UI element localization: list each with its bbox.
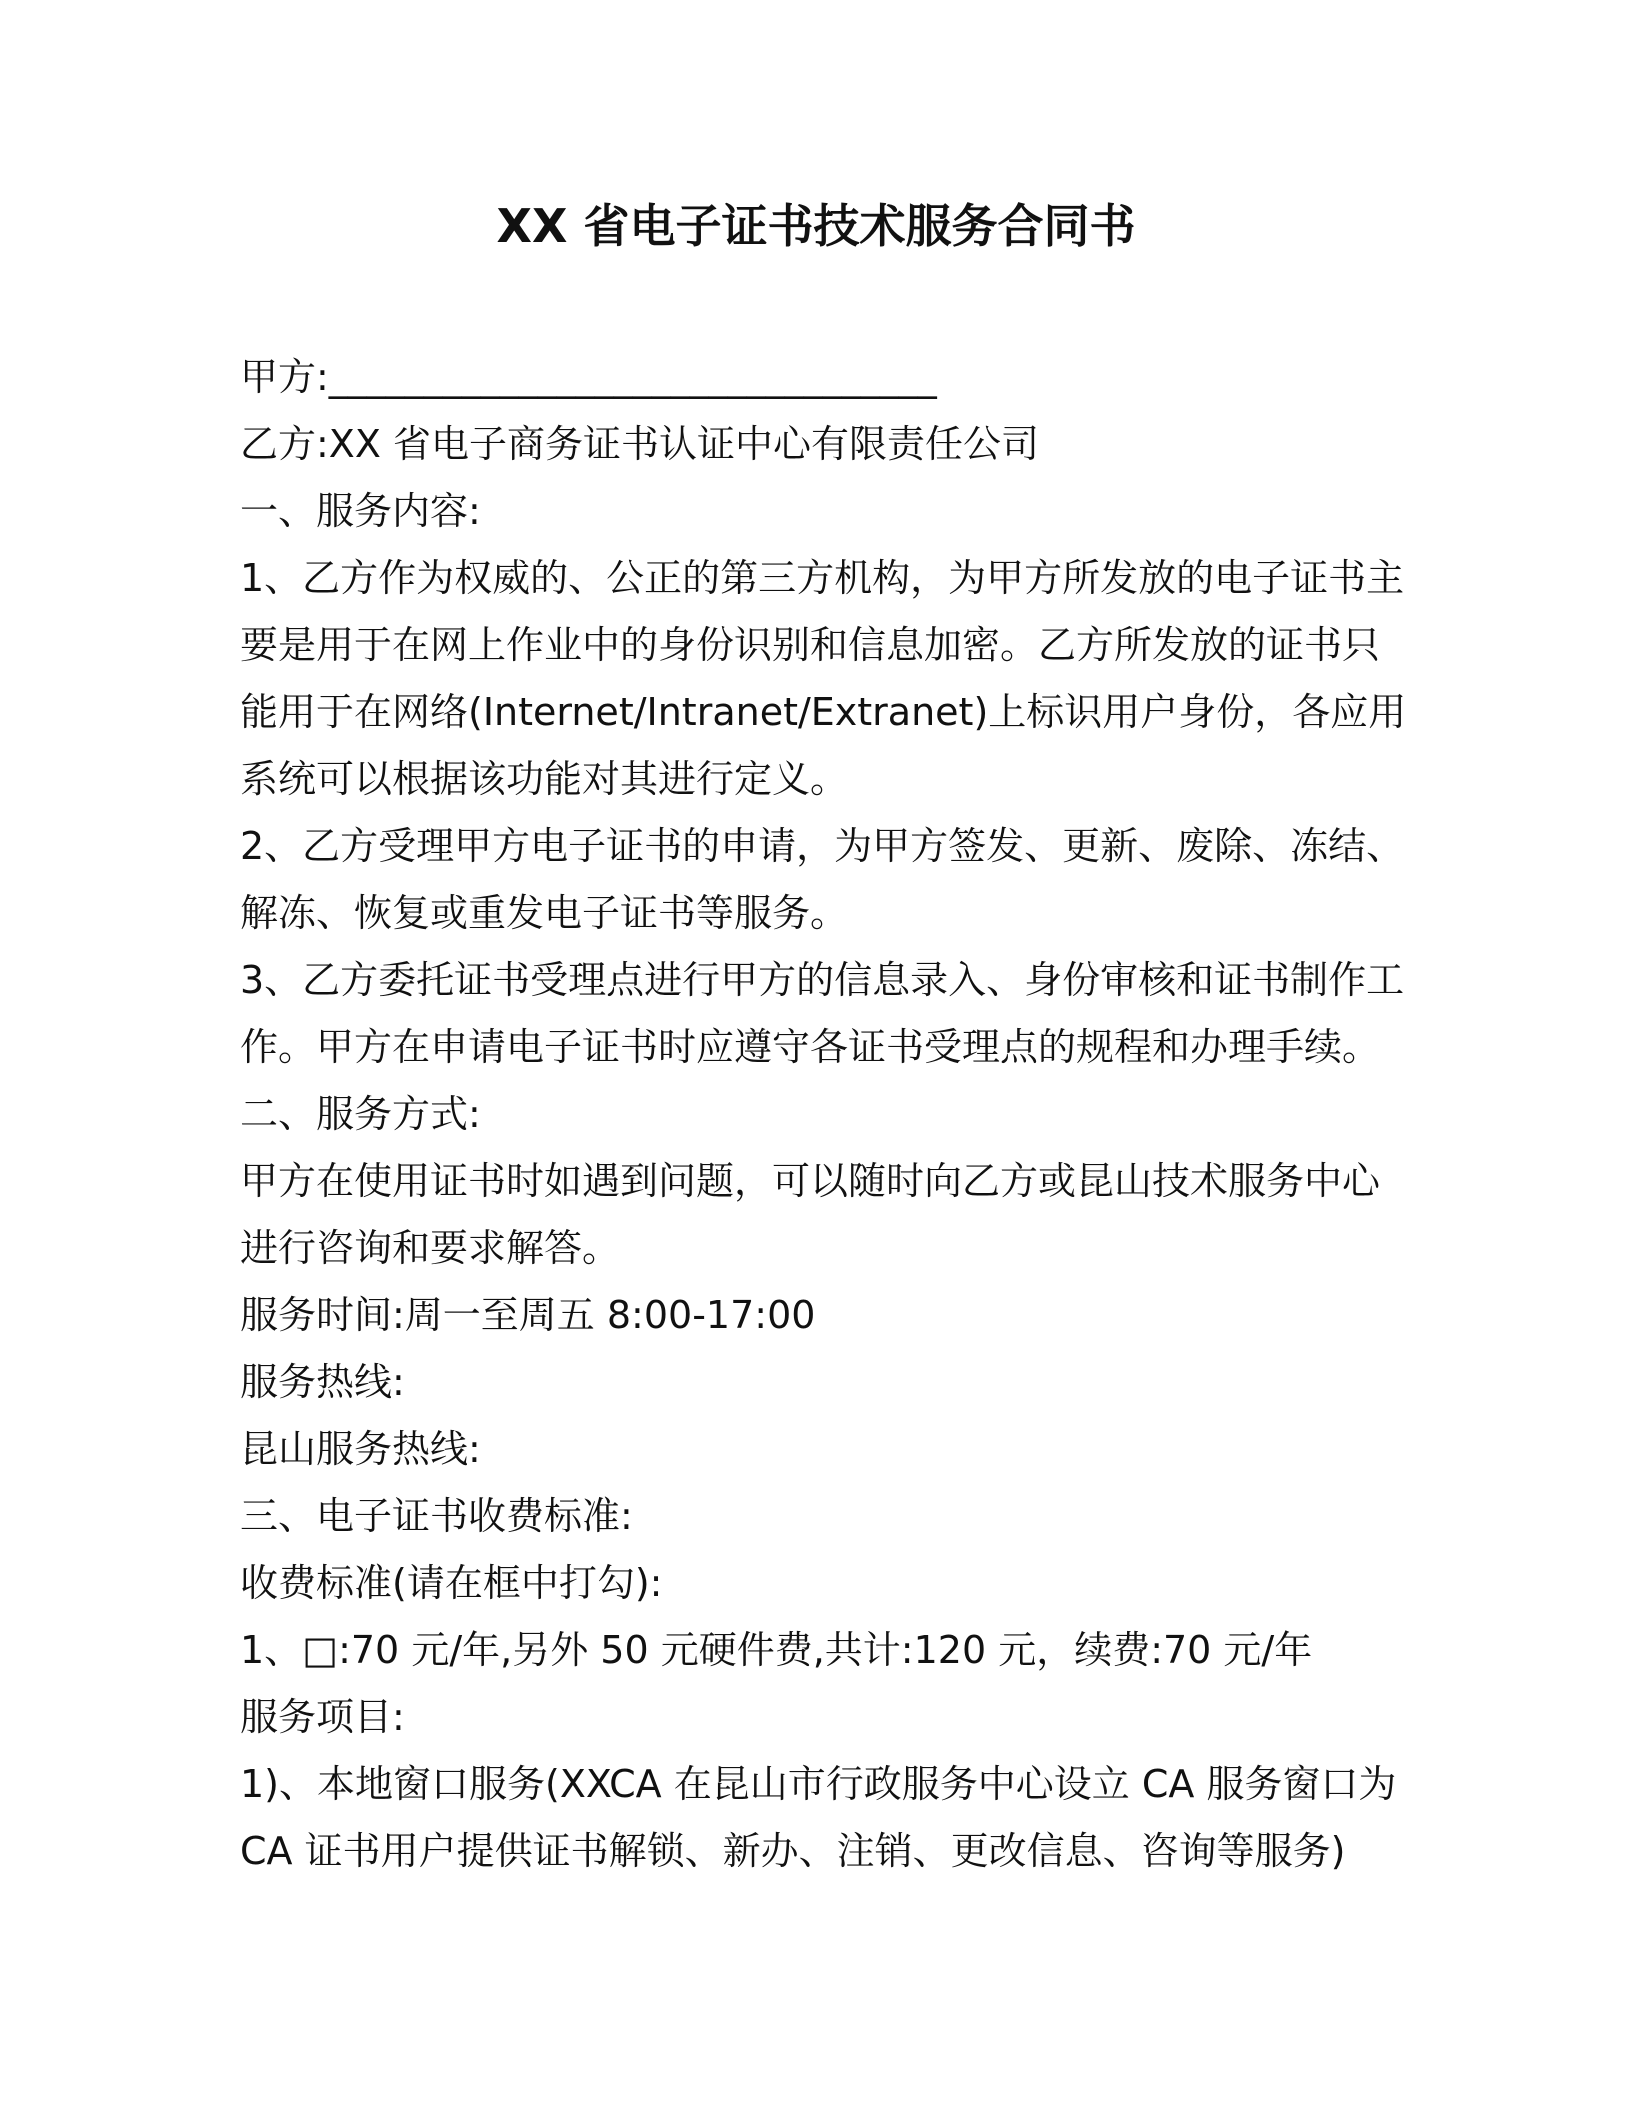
contract-title: XX 省电子证书技术服务合同书 [496,199,1136,253]
service-item-line: 1)、本地窗口服务(XXCA 在昆山市行政服务中心设立 CA 服务窗口为 [240,1762,1397,1806]
paragraph-line: 1、乙方作为权威的、公正的第三方机构，为甲方所发放的电子证书主 [240,556,1405,600]
service-hotline-line: 服务热线: [240,1360,405,1404]
paragraph-line: 进行咨询和要求解答。 [240,1226,621,1270]
service-items-heading: 服务项目: [240,1695,405,1739]
fee-instruction-line: 收费标准(请在框中打勾): [240,1561,663,1605]
party-a-line: 甲方:________________________________ [240,355,937,399]
section-heading-service-content: 一、服务内容: [240,489,481,533]
paragraph-line: 甲方在使用证书时如遇到问题，可以随时向乙方或昆山技术服务中心 [240,1159,1381,1203]
kunshan-hotline-line: 昆山服务热线: [240,1427,481,1471]
section-heading-fee-standard: 三、电子证书收费标准: [240,1494,633,1538]
paragraph-line: 解冻、恢复或重发电子证书等服务。 [240,891,849,935]
paragraph-line: 作。甲方在申请电子证书时应遵守各证书受理点的规程和办理手续。 [240,1025,1381,1069]
service-hours-line: 服务时间:周一至周五 8:00-17:00 [240,1293,816,1337]
paragraph-line: 系统可以根据该功能对其进行定义。 [240,757,849,801]
section-heading-service-method: 二、服务方式: [240,1092,481,1136]
paragraph-line: 3、乙方委托证书受理点进行甲方的信息录入、身份审核和证书制作工 [240,958,1405,1002]
paragraph-line: 要是用于在网上作业中的身份识别和信息加密。乙方所发放的证书只 [240,623,1381,667]
service-item-line: CA 证书用户提供证书解锁、新办、注销、更改信息、咨询等服务) [240,1829,1346,1873]
party-b-line: 乙方:XX 省电子商务证书认证中心有限责任公司 [240,422,1039,466]
fee-option-line: 1、□:70 元/年,另外 50 元硬件费,共计:120 元，续费:70 元/年 [240,1628,1313,1672]
paragraph-line: 2、乙方受理甲方电子证书的申请，为甲方签发、更新、废除、冻结、 [240,824,1405,868]
contract-body [240,344,1420,1885]
paragraph-line: 能用于在网络(Internet/Intranet/Extranet)上标识用户身份，各应用 [240,690,1407,734]
